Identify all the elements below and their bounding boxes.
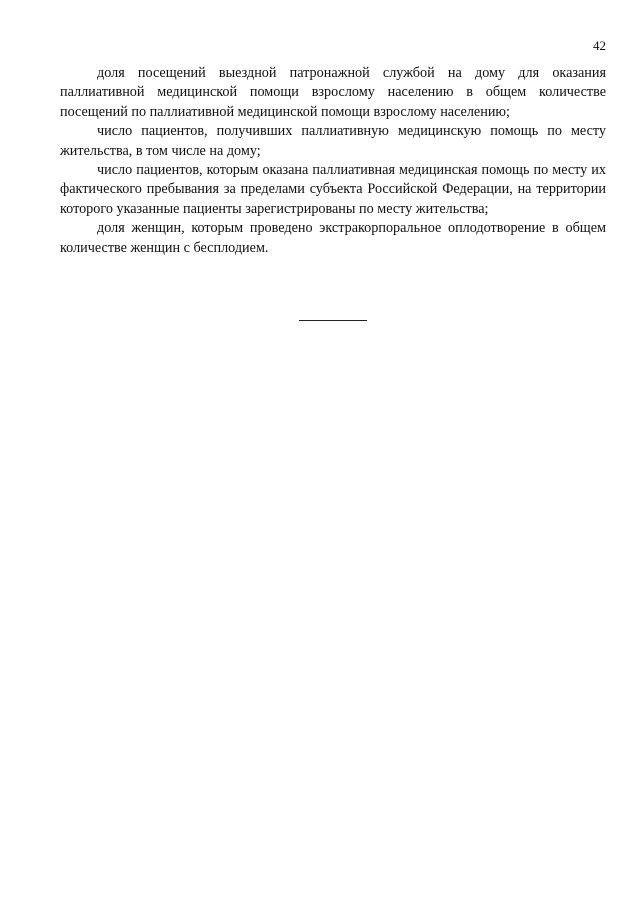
paragraph-patients-outside-region: число пациентов, которым оказана паллиативная медицинская помощь по месту их фактического пребывания за пределами субъекта Российской Федерации, на территории которого указанные пациенты зарегистрированы по месту жительства; <box>60 162 606 217</box>
body-text <box>60 64 606 258</box>
page-number: 42 <box>593 38 606 53</box>
paragraph-home-visits-share: доля посещений выездной патронажной службой на дому для оказания паллиативной медицинской помощи взрослому населению в общем количестве посещений по паллиативной медицинской помощи взрослому населению; <box>60 65 606 120</box>
paragraph-ivf-share: доля женщин, которым проведено экстракорпоральное оплодотворение в общем количестве женщин с бесплодием. <box>60 220 606 256</box>
paragraph-patients-at-residence: число пациентов, получивших паллиативную медицинскую помощь по месту жительства, в том числе на дому; <box>60 123 606 159</box>
end-divider-line <box>299 320 367 321</box>
